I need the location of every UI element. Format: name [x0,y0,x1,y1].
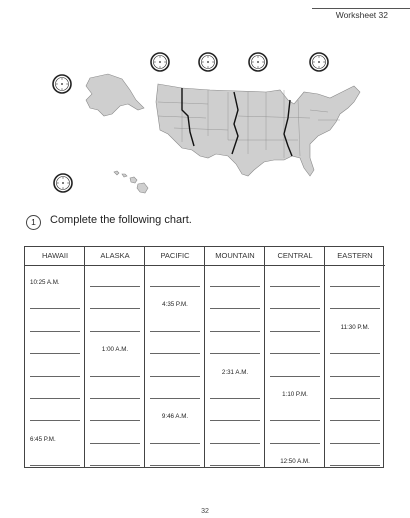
answer-blank[interactable] [30,353,80,354]
contiguous-us-shape [156,84,360,176]
answer-blank[interactable] [330,420,380,421]
column-header: EASTERN [325,247,385,266]
table-cell [270,389,320,399]
answer-blank[interactable] [90,286,140,287]
table-column [204,247,265,467]
table-cell [210,456,260,466]
answer-blank[interactable] [330,353,380,354]
clock-icon-hawaii [53,173,73,193]
table-cell [90,344,140,354]
table-column [84,247,145,467]
cell-time-value: 2:31 A.M. [210,368,260,377]
answer-blank[interactable] [210,465,260,466]
clock-icon-alaska [52,74,72,94]
table-column [25,247,85,467]
table-cell [270,277,320,287]
question-number: 1 [26,215,41,230]
table-cell [330,299,380,309]
answer-blank[interactable] [330,308,380,309]
answer-blank[interactable] [150,398,200,399]
clock-icon-mountain [198,52,218,72]
table-cell [150,411,200,421]
answer-blank[interactable] [330,465,380,466]
table-column [144,247,205,467]
answer-blank[interactable] [210,420,260,421]
answer-blank[interactable] [150,443,200,444]
table-cell [90,411,140,421]
table-cell [270,434,320,444]
table-cell [90,434,140,444]
table-cell [210,434,260,444]
question-text: Complete the following chart. [50,214,192,226]
answer-blank[interactable] [330,443,380,444]
answer-blank[interactable] [30,420,80,421]
answer-blank[interactable] [330,398,380,399]
table-cell [150,367,200,377]
answer-blank[interactable] [150,465,200,466]
table-cell [150,456,200,466]
answer-blank[interactable] [30,331,80,332]
table-cell [30,322,80,332]
table-cell [90,389,140,399]
answer-blank[interactable] [210,398,260,399]
table-cell [330,322,380,332]
answer-blank[interactable] [30,376,80,377]
answer-blank[interactable] [330,286,380,287]
table-cell [330,411,380,421]
table-cell [90,367,140,377]
cell-time-value: 11:30 P.M. [330,323,380,332]
answer-blank[interactable] [270,376,320,377]
table-cell [270,456,320,466]
answer-blank[interactable] [150,353,200,354]
answer-blank[interactable] [90,420,140,421]
table-cell [30,299,80,309]
table-cell [330,367,380,377]
hawaii-shape [114,171,148,193]
answer-blank[interactable] [270,286,320,287]
cell-time-value: 10:25 A.M. [30,278,80,287]
us-time-zone-map [78,70,378,205]
table-cell [30,411,80,421]
cell-time-value: 9:46 A.M. [150,412,200,421]
column-header: PACIFIC [145,247,205,266]
answer-blank[interactable] [210,308,260,309]
table-cell [90,322,140,332]
table-cell [210,367,260,377]
table-cell [330,434,380,444]
answer-blank[interactable] [330,376,380,377]
answer-blank[interactable] [150,331,200,332]
table-cell [210,389,260,399]
alaska-shape [86,74,144,116]
table-cell [210,322,260,332]
answer-blank[interactable] [270,420,320,421]
answer-blank[interactable] [210,443,260,444]
answer-blank[interactable] [150,376,200,377]
clock-icon-central [248,52,268,72]
table-cell [270,411,320,421]
table-cell [30,367,80,377]
answer-blank[interactable] [210,353,260,354]
header-rule [312,8,410,9]
answer-blank[interactable] [90,465,140,466]
table-cell [30,277,80,287]
table-cell [270,322,320,332]
table-cell [270,344,320,354]
table-column [324,247,385,467]
answer-blank[interactable] [270,308,320,309]
table-cell [30,344,80,354]
table-cell [330,277,380,287]
table-cell [90,456,140,466]
answer-blank[interactable] [30,465,80,466]
table-column [264,247,325,467]
answer-blank[interactable] [30,398,80,399]
time-zone-table [24,246,384,468]
answer-blank[interactable] [90,308,140,309]
table-cell [210,277,260,287]
answer-blank[interactable] [150,286,200,287]
table-cell [150,434,200,444]
table-cell [90,277,140,287]
cell-time-value: 6:45 P.M. [30,435,80,444]
table-cell [150,344,200,354]
column-header: HAWAII [25,247,85,266]
worksheet-label: Worksheet 32 [335,10,388,20]
table-cell [330,389,380,399]
table-cell [330,456,380,466]
cell-time-value: 1:10 P.M. [270,390,320,399]
table-cell [270,367,320,377]
answer-blank[interactable] [90,398,140,399]
page-number: 32 [201,508,209,515]
answer-blank[interactable] [210,286,260,287]
answer-blank[interactable] [90,376,140,377]
answer-blank[interactable] [210,331,260,332]
table-cell [210,411,260,421]
answer-blank[interactable] [30,308,80,309]
answer-blank[interactable] [270,331,320,332]
clock-icon-eastern [309,52,329,72]
table-cell [30,456,80,466]
answer-blank[interactable] [270,353,320,354]
cell-time-value: 1:00 A.M. [90,345,140,354]
column-header: CENTRAL [265,247,325,266]
table-cell [150,389,200,399]
table-cell [210,344,260,354]
answer-blank[interactable] [90,331,140,332]
column-header: MOUNTAIN [205,247,265,266]
answer-blank[interactable] [90,443,140,444]
column-header: ALASKA [85,247,145,266]
cell-time-value: 12:50 A.M. [270,457,320,466]
table-cell [150,277,200,287]
table-cell [30,389,80,399]
table-cell [210,299,260,309]
table-cell [150,322,200,332]
table-cell [90,299,140,309]
table-cell [150,299,200,309]
table-cell [270,299,320,309]
answer-blank[interactable] [270,443,320,444]
clock-icon-pacific [150,52,170,72]
table-cell [330,344,380,354]
cell-time-value: 4:35 P.M. [150,300,200,309]
table-cell [30,434,80,444]
